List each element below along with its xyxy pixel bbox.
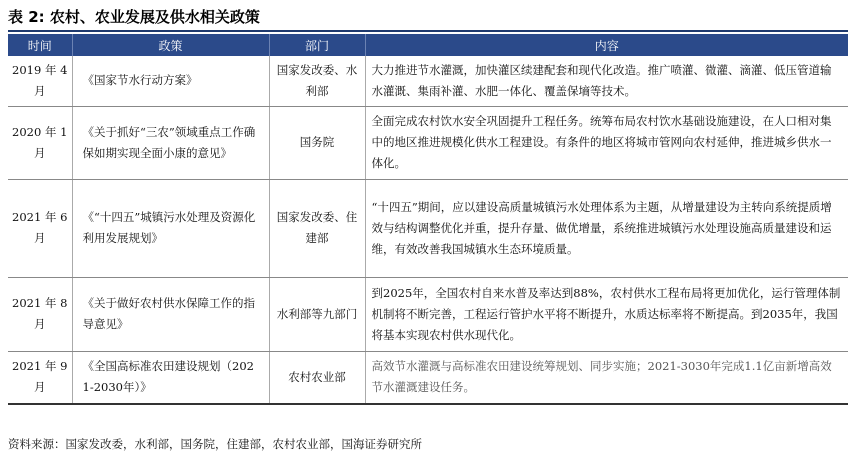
cell-policy: 《关于抓好“三农”领域重点工作确保如期实现全面小康的意见》 (72, 106, 269, 179)
header-row (8, 34, 848, 56)
cell-content: 到2025年，全国农村自来水普及率达到88%，农村供水工程布局将更加优化，运行管理体制机制将不断完善，工程运行管护水平将不断提升，水质达标率将不断提高。到2035年，我国将基本实现农村供水现代化。 (365, 277, 848, 351)
header-dept: 部门 (269, 34, 365, 56)
table-row (8, 106, 848, 179)
cell-dept: 国家发改委、水利部 (269, 56, 365, 106)
cell-time: 2021 年 6 月 (8, 179, 72, 277)
cell-time: 2021 年 9 月 (8, 351, 72, 404)
cell-policy: 《全国高标准农田建设规划（2021-2030年）》 (72, 351, 269, 404)
top-rule (8, 30, 848, 32)
table-row (8, 277, 848, 351)
cell-content: 高效节水灌溉与高标准农田建设统筹规划、同步实施；2021-3030年完成1.1亿亩新增高效节水灌溉建设任务。 (365, 351, 848, 404)
cell-policy: 《“十四五”城镇污水处理及资源化利用发展规划》 (72, 179, 269, 277)
cell-time: 2020 年 1 月 (8, 106, 72, 179)
cell-dept: 农村农业部 (269, 351, 365, 404)
cell-policy: 《国家节水行动方案》 (72, 56, 269, 106)
cell-content: 大力推进节水灌溉，加快灌区续建配套和现代化改造。推广喷灌、微灌、滴灌、低压管道输水灌溉、集雨补灌、水肥一体化、覆盖保墒等技术。 (365, 56, 848, 106)
table-row (8, 351, 848, 404)
cell-policy: 《关于做好农村供水保障工作的指导意见》 (72, 277, 269, 351)
cell-content: 全面完成农村饮水安全巩固提升工程任务。统筹布局农村饮水基础设施建设，在人口相对集中的地区推进规模化供水工程建设。有条件的地区将城市管网向农村延伸，推进城乡供水一体化。 (365, 106, 848, 179)
cell-time: 2021 年 8 月 (8, 277, 72, 351)
table-caption: 表 2: 农村、农业发展及供水相关政策 (8, 8, 260, 26)
cell-dept: 国务院 (269, 106, 365, 179)
table-row (8, 56, 848, 106)
cell-content: “十四五”期间，应以建设高质量城镇污水处理体系为主题，从增量建设为主转向系统提质增效与结构调整优化并重，提升存量、做优增量，系统推进城镇污水处理设施高质量建设和运维，有效改善我国城镇水生态环境质量。 (365, 179, 848, 277)
table-row (8, 179, 848, 277)
header-content: 内容 (365, 34, 848, 56)
cell-dept: 水利部等九部门 (269, 277, 365, 351)
cell-dept: 国家发改委、住建部 (269, 179, 365, 277)
policy-table (8, 34, 848, 405)
cell-time: 2019 年 4 月 (8, 56, 72, 106)
header-time: 时间 (8, 34, 72, 56)
source-note: 资料来源：国家发改委，水利部，国务院，住建部，农村农业部，国海证券研究所 (8, 437, 422, 451)
header-policy: 政策 (72, 34, 269, 56)
